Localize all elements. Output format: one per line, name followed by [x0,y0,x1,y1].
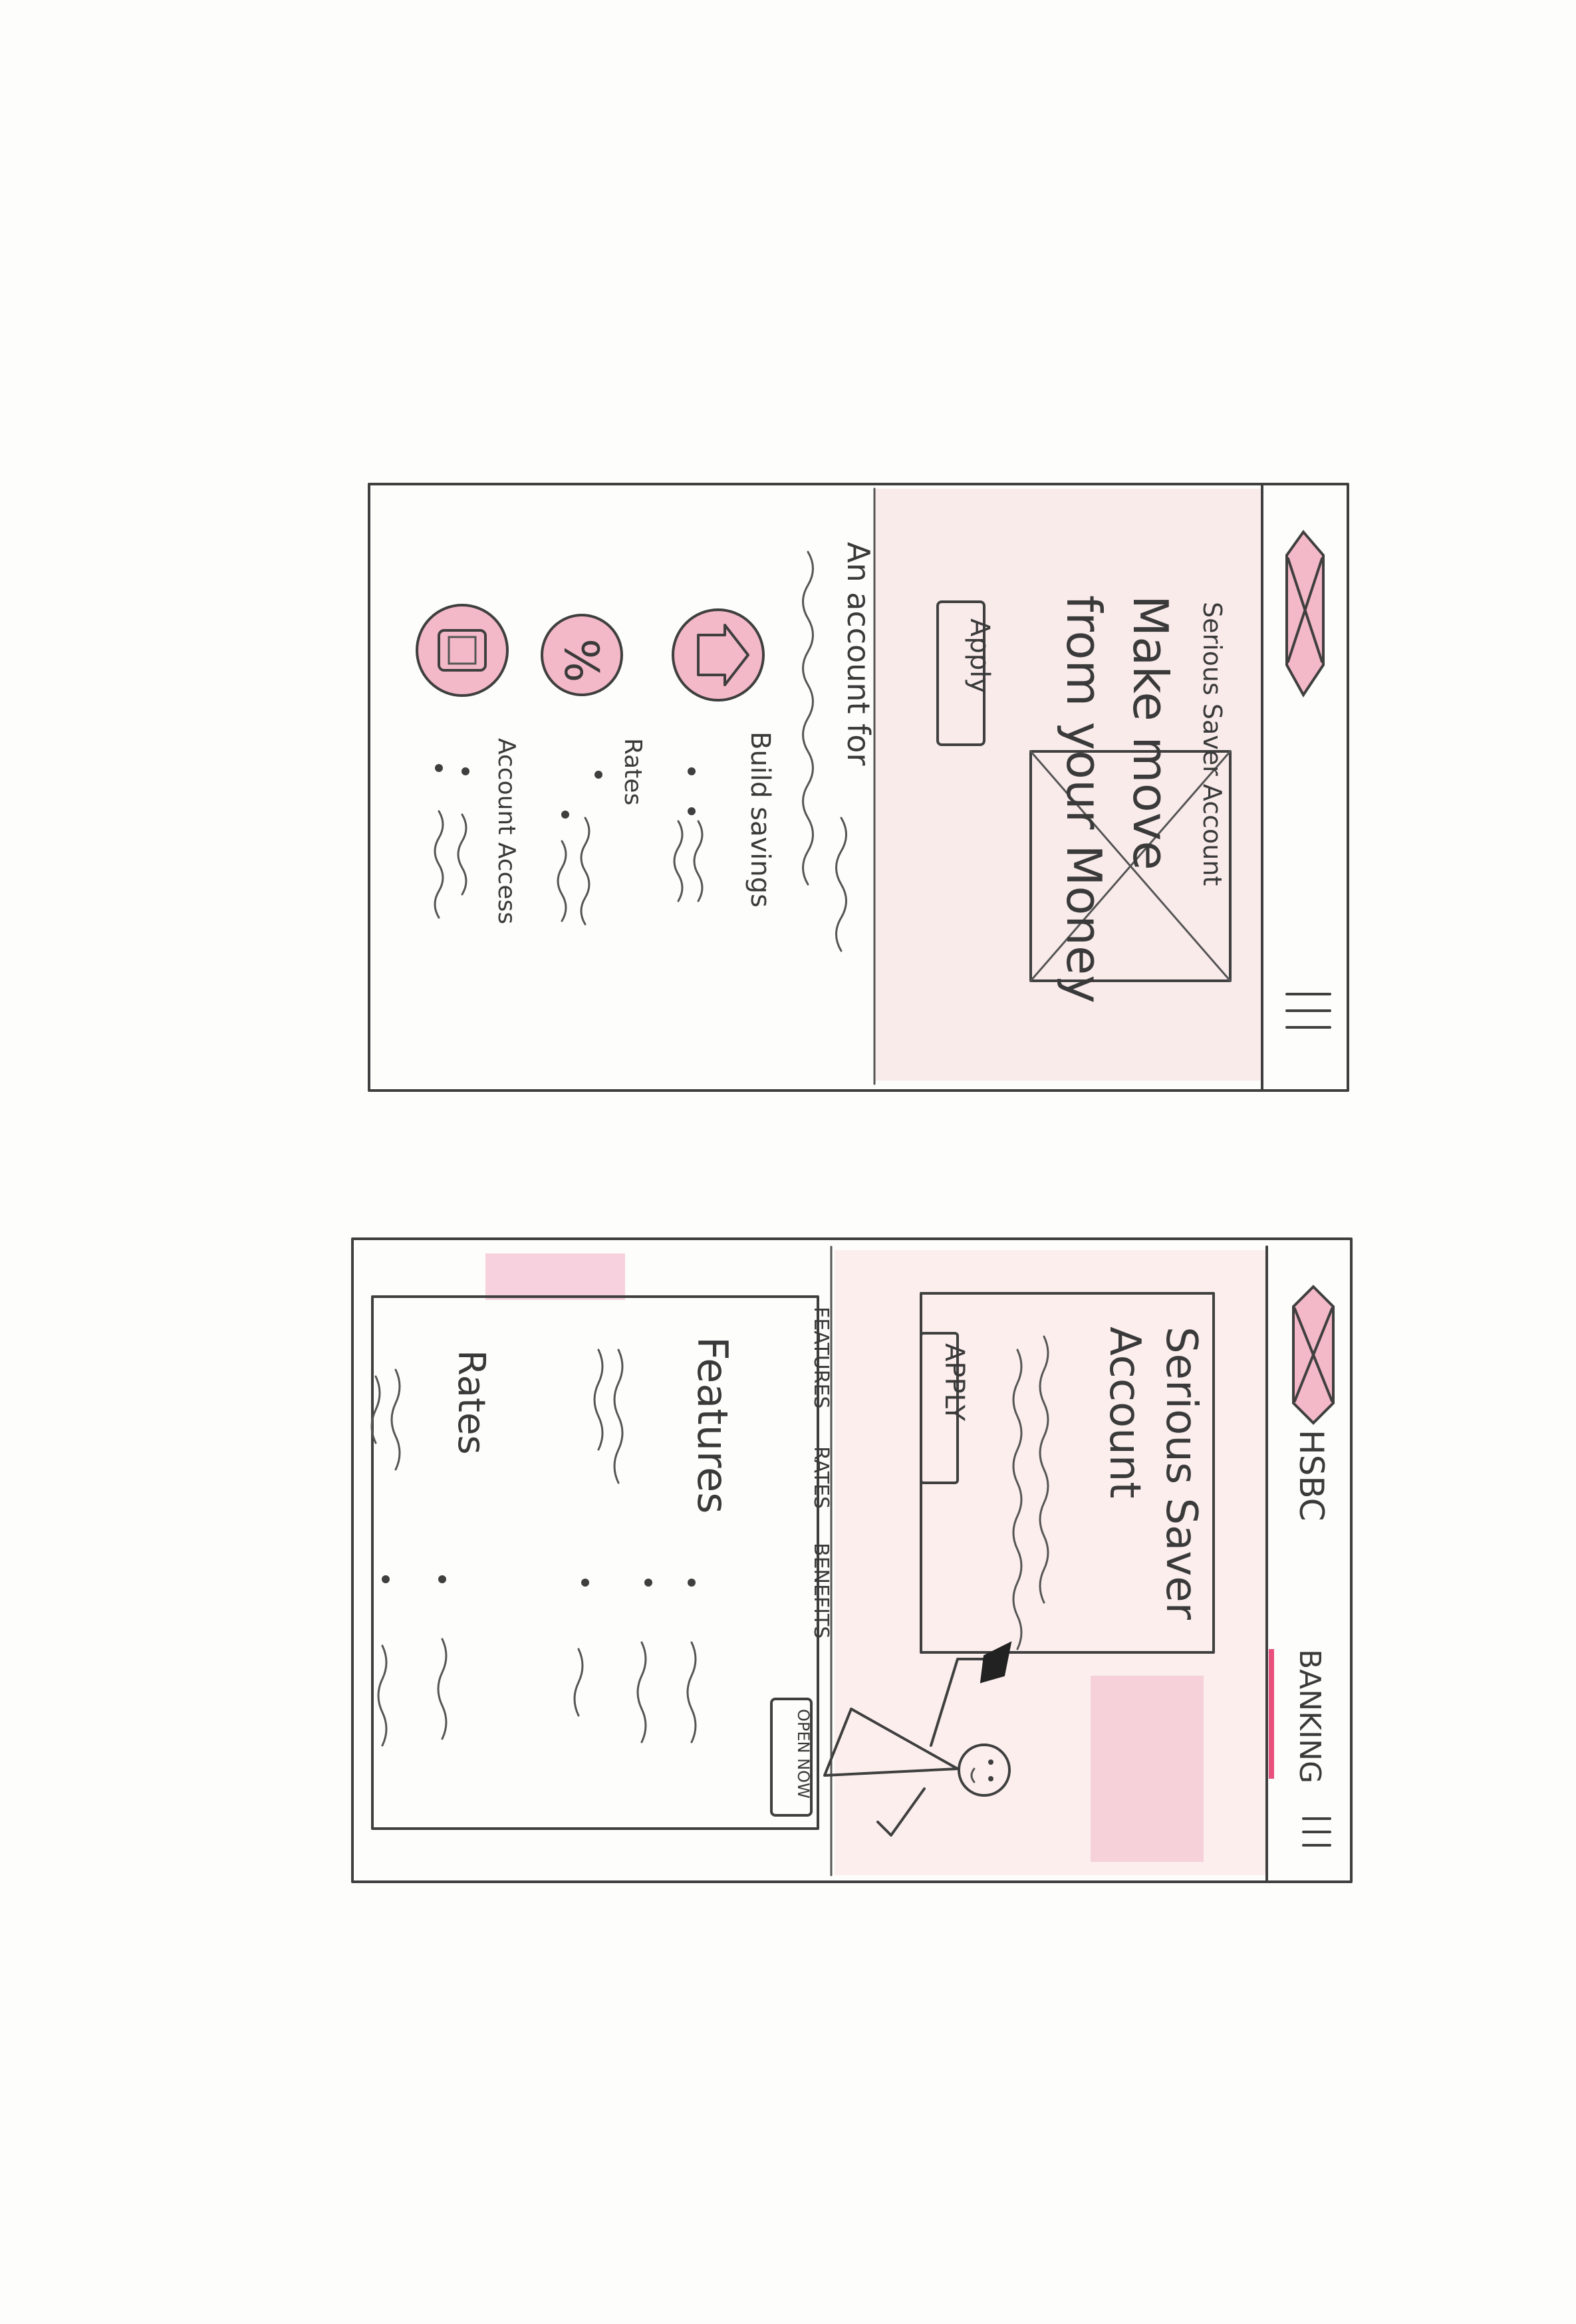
hero-headline-line1: Make move [1122,595,1178,870]
hero-headline-line2: from your Money [1056,595,1112,1003]
placeholder-copy-line [378,1646,386,1745]
feature-account-access [417,605,520,924]
bullet [644,1579,652,1587]
pink-scribble [1091,1676,1204,1862]
hsbc-logo-icon[interactable] [1287,532,1323,695]
tab-features[interactable]: FEATURES [809,1307,833,1409]
phone-icon [417,605,507,696]
sketch-1-wireframe [369,484,1348,1091]
sketch-2-wireframe [352,1239,1351,1882]
placeholder-copy-line [837,818,847,951]
feature-rates [542,615,646,924]
feature-build-savings [673,610,775,908]
tab-rates[interactable]: RATES [809,1446,833,1509]
rates-heading: Rates [450,1350,493,1455]
hero-title-line2: Account [1100,1327,1149,1499]
bullet [382,1575,390,1583]
pink-scribble [485,1253,625,1300]
open-now-label: OPEN NOW [794,1709,813,1799]
hero-title-line1: Serious Saver [1156,1327,1206,1620]
brand-name: HSBC [1292,1430,1331,1521]
bullet [438,1575,446,1583]
placeholder-copy-line [688,1642,696,1742]
tab-bar [809,1307,833,1638]
feature-label: Rates [619,738,646,806]
section-title: An account for [841,542,876,766]
nav-banking[interactable] [1271,1649,1327,1783]
features-heading: Features [688,1337,737,1514]
tab-benefits[interactable]: BENEFITS [809,1543,833,1639]
feature-label: Account Access [493,738,520,925]
placeholder-copy-line [803,552,813,884]
placeholder-copy-line [438,1639,446,1739]
apply-button-label: Apply [964,618,995,694]
bullet [581,1579,589,1587]
bullet [688,1579,696,1587]
hamburger-menu-icon[interactable] [1303,1819,1330,1845]
apply-button-label: APPLY [939,1343,970,1422]
svg-text:%: % [554,638,608,683]
placeholder-copy-line [392,1370,400,1470]
hamburger-menu-icon[interactable] [1287,994,1330,1027]
hsbc-logo-icon[interactable] [1293,1287,1333,1423]
open-now-button[interactable] [771,1699,813,1815]
hero-title: Serious Saver Account [1198,602,1227,886]
house-icon [673,610,763,700]
placeholder-copy-line [575,1649,583,1716]
content-panel [372,1297,818,1829]
nav-banking-label: BANKING [1293,1649,1327,1784]
feature-label: Build savings [745,731,775,908]
placeholder-copy-line [614,1350,622,1483]
placeholder-copy-line [594,1350,602,1450]
placeholder-copy-line [638,1642,646,1742]
